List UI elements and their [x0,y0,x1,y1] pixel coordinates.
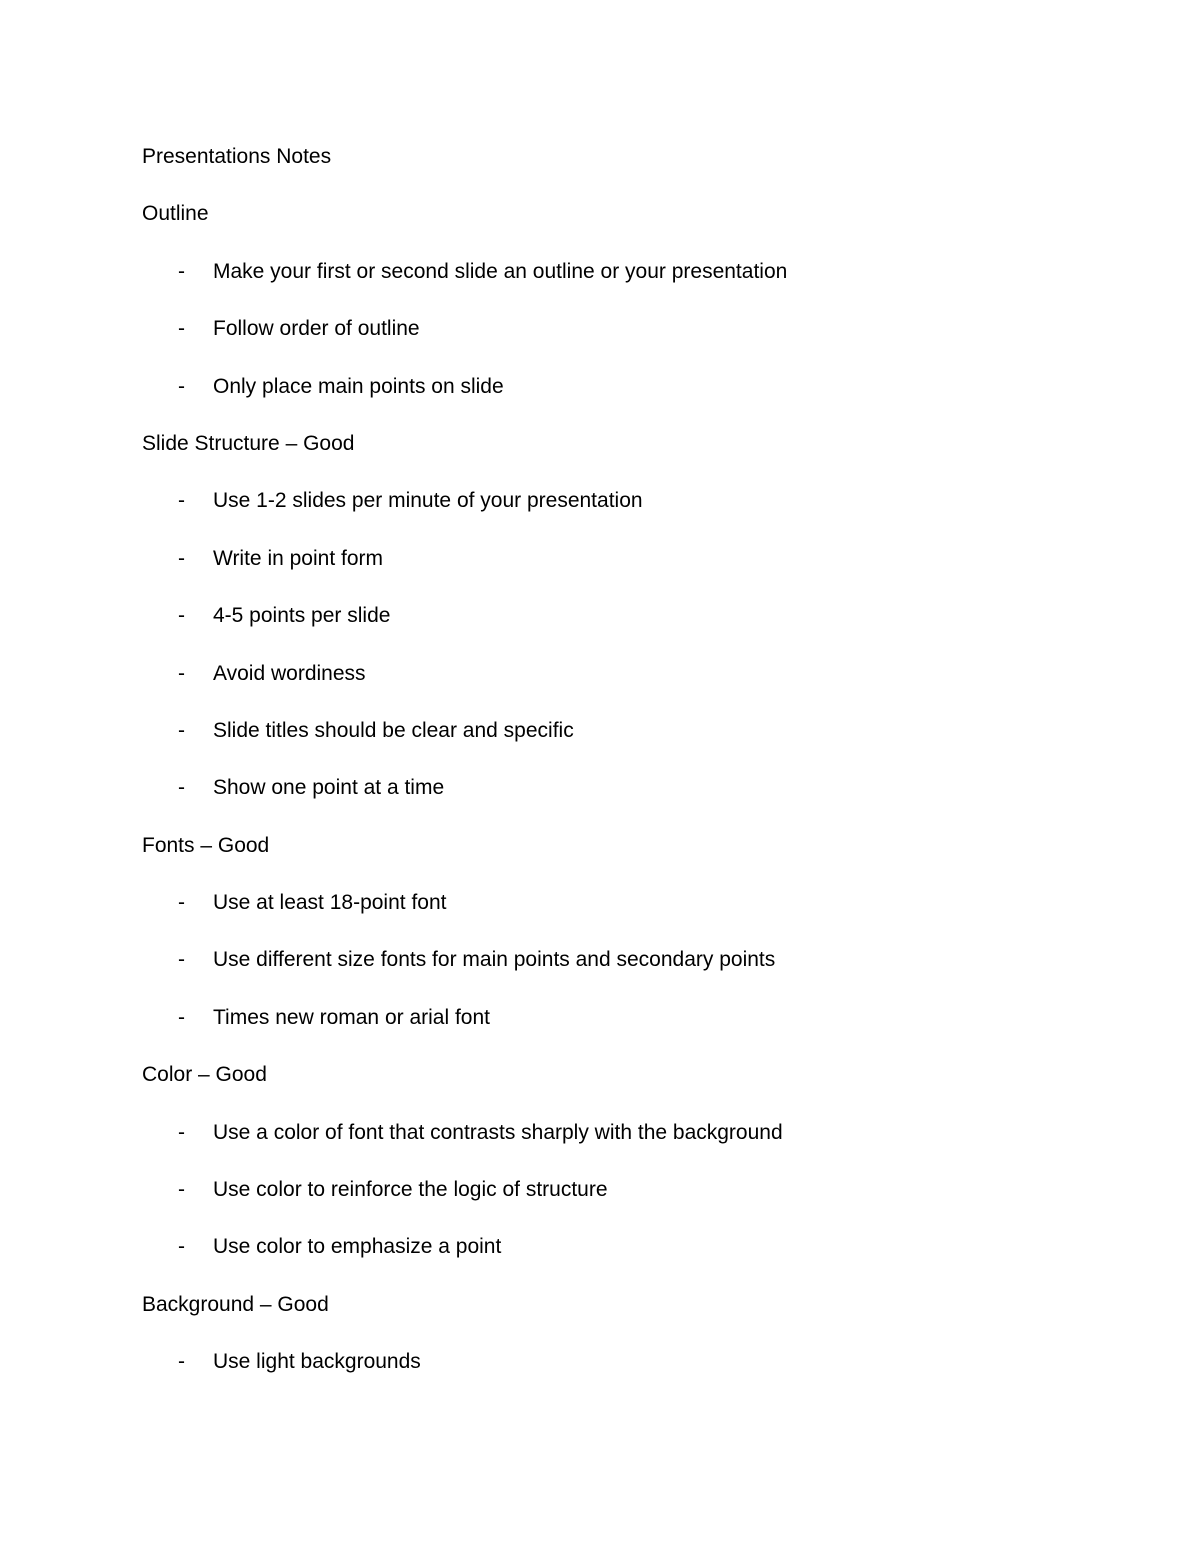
list-item [142,545,1102,602]
bullet-dash: - [178,374,185,398]
list-item [142,774,1102,831]
list-item [142,258,1102,315]
bullet-dash: - [178,1178,185,1202]
list-item-text: Use color to reinforce the logic of structure [213,1178,608,1202]
list-item [142,1348,1102,1405]
bullet-dash: - [178,1005,185,1029]
bullet-dash: - [178,259,185,283]
document-body [142,143,1102,1406]
section-heading-background: Background – Good [142,1292,329,1316]
bullet-dash: - [178,661,185,685]
list-item-text: Show one point at a time [213,776,445,800]
list-item-text: Slide titles should be clear and specific [213,718,574,742]
list-item-text: Use color to emphasize a point [213,1235,502,1259]
list-item [142,1233,1102,1290]
list-item [142,1176,1102,1233]
bullet-dash: - [178,948,185,972]
list-item-text: Use at least 18-point font [213,891,447,915]
list-item-text: Follow order of outline [213,317,420,341]
document-title: Presentations Notes [142,145,332,168]
list-item [142,946,1102,1003]
list-item-text: Use 1-2 slides per minute of your presentation [213,489,643,513]
list-item [142,602,1102,659]
list-item-text: Use different size fonts for main points and secondary points [213,948,776,972]
bullet-dash: - [178,776,185,800]
list-item-text: Write in point form [213,546,383,570]
list-item [142,717,1102,774]
list-item-text: Make your first or second slide an outline or your presentation [213,259,788,283]
bullet-dash: - [178,891,185,915]
list-item [142,1004,1102,1061]
list-item-text: Use light backgrounds [213,1350,421,1374]
list-item [142,487,1102,544]
list-item-text: 4-5 points per slide [213,604,391,628]
section-heading-color: Color – Good [142,1063,267,1087]
bullet-dash: - [178,1350,185,1374]
bullet-dash: - [178,1235,185,1259]
bullet-dash: - [178,718,185,742]
section-heading-slide-structure: Slide Structure – Good [142,431,355,455]
list-item [142,373,1102,430]
list-item-text: Avoid wordiness [213,661,366,685]
section-heading-outline: Outline [142,202,209,226]
bullet-dash: - [178,489,185,513]
list-item [142,315,1102,372]
bullet-dash: - [178,604,185,628]
bullet-dash: - [178,1120,185,1144]
bullet-dash: - [178,317,185,341]
list-item [142,1119,1102,1176]
list-item [142,660,1102,717]
bullet-dash: - [178,546,185,570]
section-heading-fonts: Fonts – Good [142,833,270,857]
list-item [142,889,1102,946]
list-item-text: Use a color of font that contrasts sharply with the background [213,1120,783,1144]
list-item-text: Only place main points on slide [213,374,504,398]
list-item-text: Times new roman or arial font [213,1005,490,1029]
